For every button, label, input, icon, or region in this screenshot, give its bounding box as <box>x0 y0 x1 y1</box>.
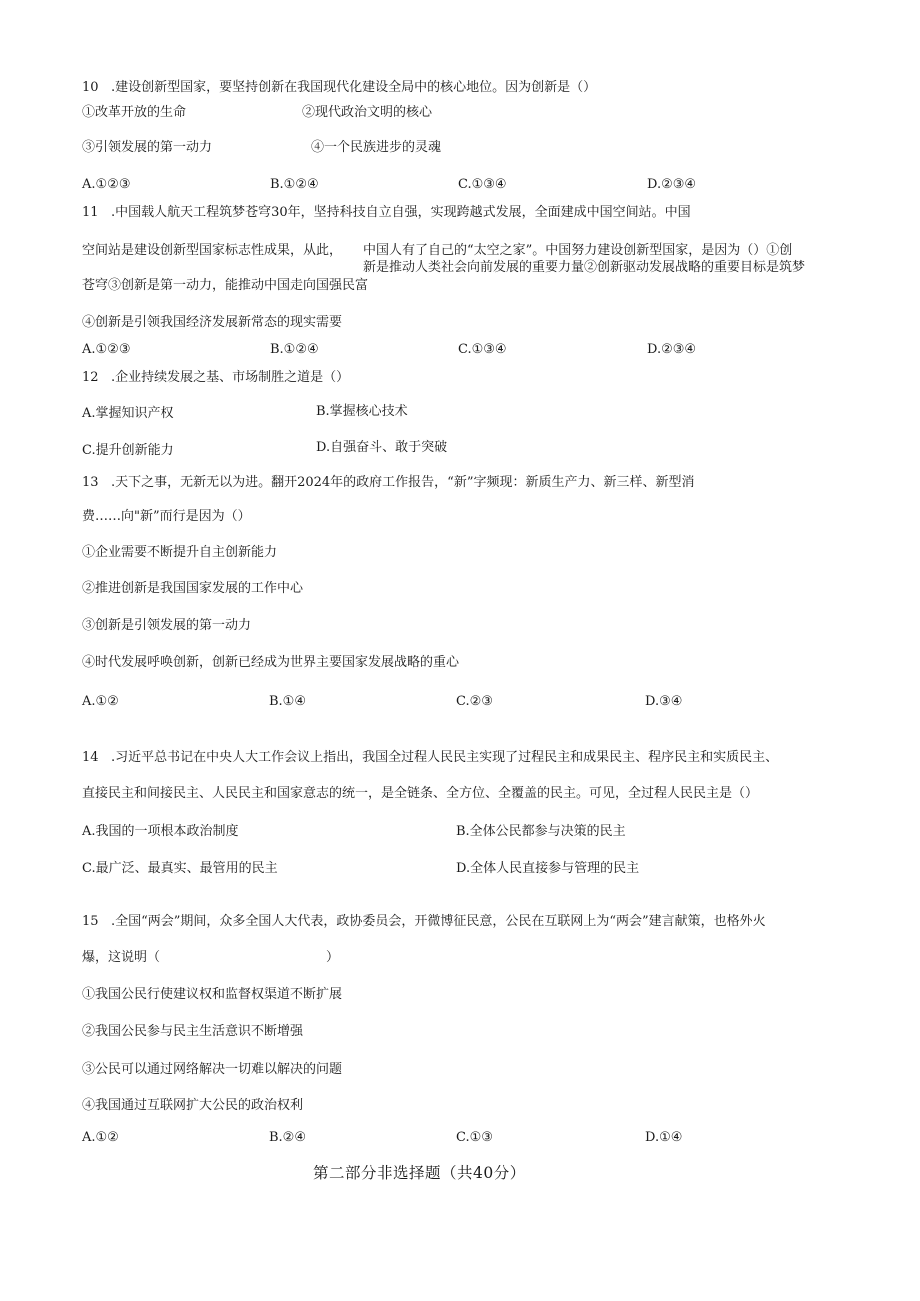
q13-option-b[interactable]: B.①④ <box>269 694 306 709</box>
q12-option-b[interactable]: B.掌握核心技术 <box>316 404 408 419</box>
q13-stem-line-1 <box>82 474 694 492</box>
q10-option-d[interactable]: D.②③④ <box>647 177 697 192</box>
q11-stem-line-4: 新是推动人类社会向前发展的重要力量②创新驱动发展战略的重要目标是筑梦 <box>363 260 806 275</box>
q12-stem-text: .企业持续发展之基、市场制胜之道是（） <box>110 370 350 385</box>
q15-statement-1: ①我国公民行使建议权和监督权渠道不断扩展 <box>82 987 343 1002</box>
q10-stem-text: .建设创新型国家，要坚持创新在我国现代化建设全局中的核心地位。因为创新是（） <box>110 80 597 95</box>
q11-option-a[interactable]: A.①②③ <box>82 342 131 357</box>
q15-number: 15 <box>82 914 99 929</box>
q15-option-b[interactable]: B.②④ <box>269 1130 306 1145</box>
q13-statement-1: ①企业需要不断提升自主创新能力 <box>82 545 278 560</box>
q10-statement-3: ③引领发展的第一动力 <box>82 140 213 155</box>
q15-stem-text: .全国“两会”期间，众多全国人大代表，政协委员会，开微博征民意，公民在互联网上为“两会”建言献策，也格外火 <box>110 914 766 929</box>
q11-option-c[interactable]: C.①③④ <box>458 342 507 357</box>
q11-stem-line-5: 苍穹③创新是第一动力，能推动中国走向国强民富 <box>82 278 369 293</box>
q15-stem-line-1 <box>82 913 766 931</box>
q13-statement-3: ③创新是引领发展的第一动力 <box>82 618 252 633</box>
q12-option-d[interactable]: D.自强奋斗、敢于突破 <box>316 440 448 455</box>
q13-statement-4: ④时代发展呼唤创新，创新已经成为世界主要国家发展战略的重心 <box>82 655 460 670</box>
q13-stem-text: .天下之事，无新无以为进。翻开2024年的政府工作报告，“新”字频现：新质生产力、新三样、新型消 <box>110 475 695 490</box>
q10-statement-2: ②现代政治文明的核心 <box>302 105 433 120</box>
q15-option-d[interactable]: D.①④ <box>645 1130 683 1145</box>
q13-statement-2: ②推进创新是我国国家发展的工作中心 <box>82 581 304 596</box>
q11-stem-line-2: 空间站是建设创新型国家标志性成果，从此， <box>82 243 343 258</box>
q14-option-a[interactable]: A.我国的一项根本政治制度 <box>82 824 239 839</box>
q15-stem-line-2: 爆，这说明（ <box>82 950 161 965</box>
q15-statement-2: ②我国公民参与民主生活意识不断增强 <box>82 1024 304 1039</box>
q13-option-c[interactable]: C.②③ <box>456 694 493 709</box>
q14-stem-text: .习近平总书记在中央人大工作会议上指出，我国全过程人民民主实现了过程民主和成果民主、程序民主和实质民主、 <box>110 750 779 765</box>
q12-number: 12 <box>82 370 99 385</box>
q11-stem-line-6: ④创新是引领我国经济发展新常态的现实需要 <box>82 315 343 330</box>
part-two-title: 第二部分非选择题（共40分） <box>313 1164 526 1182</box>
q14-option-b[interactable]: B.全体公民都参与决策的民主 <box>456 824 626 839</box>
q15-stem-closing-paren: ） <box>326 950 340 965</box>
q10-number: 10 <box>82 80 99 95</box>
q14-option-c[interactable]: C.最广泛、最真实、最管用的民主 <box>82 861 278 876</box>
q11-stem-text: .中国载人航天工程筑梦苍穹30年，坚持科技自立自强，实现跨越式发展，全面建成中国空间站。中国 <box>110 205 691 220</box>
q10-statement-4: ④一个民族进步的灵魂 <box>311 140 442 155</box>
q11-option-b[interactable]: B.①②④ <box>270 342 319 357</box>
q10-option-b[interactable]: B.①②④ <box>270 177 319 192</box>
q13-stem-line-2: 费……向"新”而行是因为（） <box>82 509 251 524</box>
q15-statement-4: ④我国通过互联网扩大公民的政治权利 <box>82 1098 304 1113</box>
q12-stem-line-1 <box>82 369 349 387</box>
q11-number: 11 <box>82 205 99 220</box>
q14-stem-line-1 <box>82 749 778 767</box>
q11-stem-line-3: 中国人有了自己的“太空之家”。中国努力建设创新型国家，是因为（）①创 <box>363 243 793 258</box>
q10-stem-line-1 <box>82 79 596 97</box>
q12-option-a[interactable]: A.掌握知识产权 <box>82 406 174 421</box>
q13-number: 13 <box>82 475 99 490</box>
q12-option-c[interactable]: C.提升创新能力 <box>82 443 174 458</box>
q15-option-a[interactable]: A.①② <box>82 1130 119 1145</box>
q15-option-c[interactable]: C.①③ <box>456 1130 493 1145</box>
q15-statement-3: ③公民可以通过网络解决一切难以解决的问题 <box>82 1062 343 1077</box>
q10-option-a[interactable]: A.①②③ <box>82 177 131 192</box>
q10-option-c[interactable]: C.①③④ <box>458 177 507 192</box>
q13-option-a[interactable]: A.①② <box>82 694 119 709</box>
q11-option-d[interactable]: D.②③④ <box>647 342 697 357</box>
q14-option-d[interactable]: D.全体人民直接参与管理的民主 <box>456 861 640 876</box>
q13-option-d[interactable]: D.③④ <box>645 694 683 709</box>
q14-stem-line-2: 直接民主和间接民主、人民民主和国家意志的统一，是全链条、全方位、全覆盖的民主。可见，全过程人民民主是（） <box>82 786 759 801</box>
q10-statement-1: ①改革开放的生命 <box>82 105 187 120</box>
q14-number: 14 <box>82 750 99 765</box>
q11-stem-line-1 <box>82 204 691 222</box>
